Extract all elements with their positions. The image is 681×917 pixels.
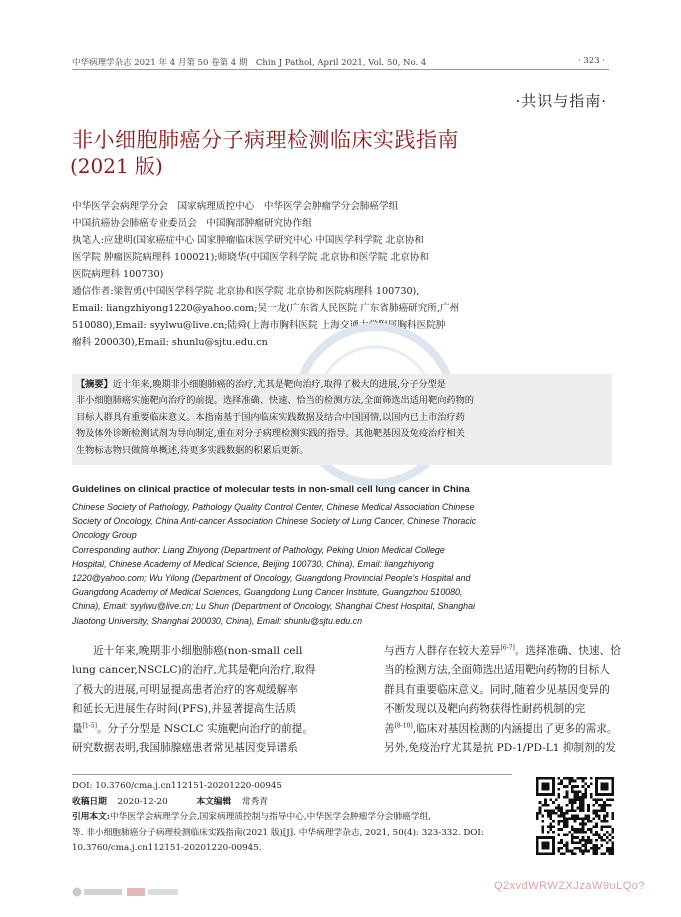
correspondence-line: Email: liangzhiyong1220@yahoo.com;吴一龙(广东省人民医院 广东省肺癌研究所,广州 (72, 303, 460, 314)
abstract-line: 近十年来,晚期非小细胞肺癌的治疗,尤其是靶向治疗,取得了极大的进展,分子分型是 (112, 379, 446, 390)
body-line: 了极大的进展,可明显提高患者治疗的客观缓解率 (72, 683, 298, 696)
writer-line: 执笔人:应建明(国家癌症中心 国家肿瘤临床医学研究中心 中国医学科学院 北京协和 (72, 235, 424, 246)
abstract-line: 生物标志物只做简单概述,待更多实践数据的积累后更新。 (76, 444, 309, 456)
citation-label: 引用本文: (72, 812, 110, 823)
footer-divider (72, 774, 512, 775)
body-line: 研究数据表明,我国肺腺癌患者常见基因变异谱系 (72, 742, 298, 755)
english-line: Society of Oncology, China Anti-cancer Association Chinese Society of Lung Cancer, Chinese Thoracic (72, 516, 477, 527)
body-line: 当的检测方法,全面筛选出适用靶向药物的目标人 (384, 664, 610, 677)
abstract-line: 物及体外诊断检测试剂为导向制定,重在对分子病理检测实践的指导。其他靶基因及免疫治疗相关 (76, 428, 465, 440)
publisher-logo (72, 886, 182, 898)
body-line: 和延长无进展生存时间(PFS),并显著提高生活质 (72, 703, 297, 716)
writer-line: 医院病理科 100730) (72, 269, 164, 280)
abstract (76, 377, 608, 459)
abstract-line: 非小细胞肺癌实施靶向治疗的前提。选择准确、快速、恰当的检测方法,全面筛选出适用靶向药物的 (76, 395, 474, 407)
editor-label: 本文编辑 (196, 796, 232, 807)
watermark-code: Q2xvdWRWZXJzaW9uLQo? (494, 880, 646, 892)
body-line: 。选择准确、快速、恰 (514, 645, 621, 657)
english-line: Jiaotong University, Shanghai 200030, China), Email: shunlu@sjtu.edu.cn (72, 615, 363, 626)
received-date: 2020-12-20 (117, 796, 168, 807)
received-label: 收稿日期 (72, 796, 107, 807)
english-line: 1220@yahoo.com; Wu Yilong (Department of Oncology, Guangdong Provincial People's Hospital and (72, 573, 471, 584)
english-title: Guidelines on clinical practice of molecular tests in non-small cell lung cancer in China (72, 484, 470, 495)
body-column-right (384, 642, 622, 758)
abstract-label: 【摘要】 (76, 379, 113, 390)
writer-line: 医学院 肿瘤医院病理科 100021);师晓华(中国医学科学院 北京协和医学院 北京协和 (72, 252, 429, 263)
citation-line: 中华医学会病理学分会,国家病理质控制与指导中心,中华医学会肿瘤学分会肺癌学组, (109, 812, 432, 823)
body-line: 不断发现以及靶向药物获得性耐药机制的完 (384, 703, 586, 716)
english-line: Corresponding author: Liang Zhiyong (Department of Pathology, Peking Union Medical College (72, 544, 445, 555)
author-line: 中国抗癌协会肺癌专业委员会 中国胸部肿瘤研究协作组 (72, 218, 312, 229)
editor-name: 常秀青 (241, 796, 268, 807)
author-line: 中华医学会病理学分会 国家病理质控中心 中华医学会肿瘤学分会肺癌学组 (72, 201, 399, 212)
citation-ref: [6-7] (500, 644, 515, 652)
header-divider (72, 69, 609, 70)
doi[interactable]: DOI: 10.3760/cma.j.cn112151-20201220-00945 (72, 781, 282, 791)
citation-line: 等. 非小细胞肺癌分子病理检测临床实践指南(2021 版)[J]. 中华病理学杂志, 2021, 50(4): 323-332. DOI: (72, 827, 484, 838)
body-line: 量 (72, 722, 83, 735)
correspondence-line: 510080),Email: syylwu@live.cn;陆舜(上海市胸科医院 上海交通大学附属胸科医院肿 (72, 320, 446, 331)
body-line: 善 (384, 722, 395, 735)
body-line: 与西方人群存在较大差异 (384, 645, 501, 657)
body-line: 近十年来,晚期非小细胞肺癌(non-small cell (72, 645, 303, 657)
english-line: Hospital, Chinese Academy of Medical Science, Beijing 100730, China), Email: liangzhiyong (72, 558, 434, 569)
qr-code[interactable] (536, 777, 614, 855)
body-line: lung cancer,NSCLC)的治疗,尤其是靶向治疗,取得 (72, 664, 316, 677)
article-title: 非小细胞肺癌分子病理检测临床实践指南 (72, 128, 459, 152)
body-line: ,临床对基因检测的内涵提出了更多的需求。 (412, 722, 618, 735)
english-line: Oncology Group (72, 530, 137, 541)
correspondence-line: 瘤科 200030),Email: shunlu@sjtu.edu.cn (72, 337, 268, 348)
english-line: Guangdong Academy of Medical Sciences, Guangdong Lung Cancer Institute, Guangzhou 510080, (72, 587, 463, 598)
english-line: Chinese Society of Pathology, Pathology Quality Control Center, Chinese Medical Association Chinese (72, 502, 475, 512)
citation-ref: [1-5] (82, 722, 97, 730)
citation-ref: [8-10] (394, 722, 413, 730)
body-line: 另外,免疫治疗尤其是抗 PD-1/PD-L1 抑制剂的发 (384, 742, 616, 755)
abstract-line: 目标人群具有重要临床意义。本指南基于国内临床实践数据及结合中国国情,以国内已上市治疗药 (76, 411, 465, 423)
body-column-left (72, 642, 316, 758)
article-title-edition: (2021 版) (70, 154, 163, 178)
article-footer (72, 779, 518, 857)
body-line: 群具有重要临床意义。同时,随着少见基因变异的 (384, 683, 610, 696)
english-affiliations (72, 500, 612, 628)
body-line: 。分子分型是 NSCLC 实施靶向治疗的前提。 (96, 722, 313, 735)
section-tag: ·共识与指南· (515, 92, 607, 110)
correspondence-line: 通信作者:梁智勇(中国医学科学院 北京协和医学院 北京协和医院病理科 100730), (72, 286, 420, 297)
english-line: China), Email: syylwu@live.cn; Lu Shun (Department of Oncology, Shanghai Chest Hospital, Shanghai (72, 601, 476, 612)
journal-running-header: 中华病理学杂志 2021 年 4 月第 50 卷第 4 期 Chin J Pathol, April 2021, Vol. 50, No. 4 (72, 58, 427, 68)
page-number: · 323 · (577, 56, 605, 66)
citation-line: 10.3760/cma.j.cn112151-20201220-00945. (72, 843, 262, 854)
